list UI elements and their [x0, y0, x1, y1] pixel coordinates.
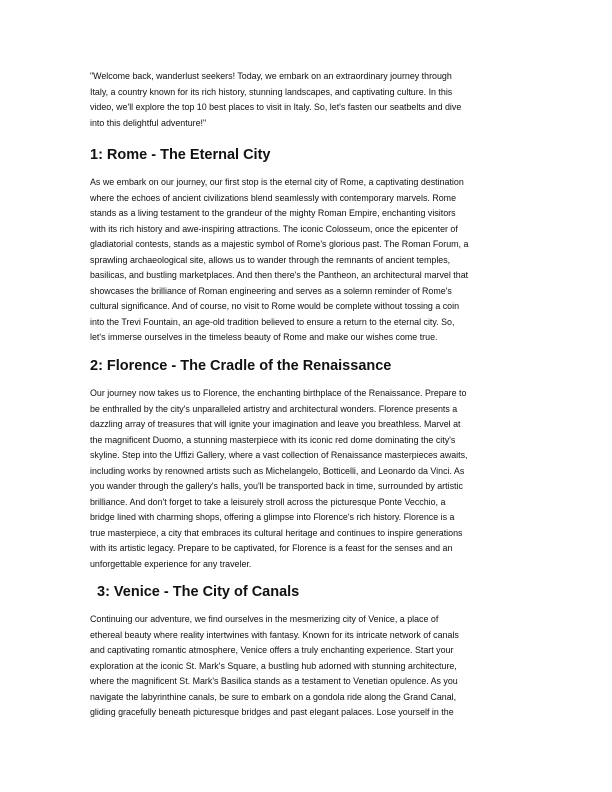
- text-line: exploration at the iconic St. Mark's Square, a bustling hub adorned with stunning architecture,: [90, 660, 457, 671]
- text-line: skyline. Step into the Uffizi Gallery, where a vast collection of Renaissance masterpieces awaits,: [90, 450, 468, 460]
- paragraph-florence: [90, 386, 468, 572]
- text-line: into this delightful adventure!": [90, 117, 207, 128]
- text-line: stands as a living testament to the grandeur of the mighty Roman Empire, enchanting visitors: [90, 208, 456, 218]
- text-line: gladiatorial contests, stands as a majestic symbol of Rome's glorious past. The Roman Forum, a: [90, 239, 469, 249]
- text-line: Italy, a country known for its rich history, stunning landscapes, and captivating culture. In this: [90, 86, 453, 97]
- heading-florence: 2: Florence - The Cradle of the Renaissance: [90, 358, 392, 374]
- heading-rome: 1: Rome - The Eternal City: [90, 147, 271, 163]
- text-line: basilicas, and bustling marketplaces. And then there's the Pantheon, an architectural marvel that: [90, 270, 469, 280]
- text-line: As we embark on our journey, our first stop is the eternal city of Rome, a captivating destination: [90, 177, 464, 187]
- text-line: cultural significance. And of course, no visit to Rome would be complete without tossing a coin: [90, 301, 460, 311]
- text-line: where the echoes of ancient civilizations blend seamlessly with contemporary marvels. Rome: [90, 192, 457, 203]
- text-line: with its artistic legacy. Prepare to be captivated, for Florence is a feast for the senses and an: [90, 543, 453, 553]
- text-line: unforgettable experience for any traveler.: [90, 558, 252, 569]
- text-line: navigate the labyrinthine canals, be sure to embark on a gondola ride along the Grand Canal,: [90, 691, 457, 702]
- text-line: let's immerse ourselves in the timeless beauty of Rome and make our wishes come true.: [90, 332, 438, 342]
- text-line: ethereal beauty where reality intertwines with fantasy. Known for its intricate network of canals: [90, 629, 459, 640]
- paragraph-venice: [90, 612, 459, 721]
- text-line: brilliance. And don't forget to take a leisurely stroll across the picturesque Ponte Vecchio, a: [90, 496, 446, 507]
- text-line: including works by renowned artists such as Michelangelo, Botticelli, and Leonardo da Vinci. As: [90, 465, 465, 476]
- text-line: Continuing our adventure, we find ourselves in the mesmerizing city of Venice, a place of: [90, 614, 439, 624]
- text-line: Our journey now takes us to Florence, the enchanting birthplace of the Renaissance. Prepare to: [90, 388, 467, 398]
- text-line: showcases the brilliance of Roman engineering and serves as a solemn reminder of Rome's: [90, 285, 452, 296]
- heading-venice: 3: Venice - The City of Canals: [97, 584, 300, 600]
- text-line: and captivating romantic atmosphere, Venice offers a truly enchanting experience. Start your: [90, 645, 454, 655]
- text-line: be enthralled by the city's unparalleled artistry and architectural wonders. Florence presents a: [90, 403, 458, 414]
- text-line: gliding gracefully beneath picturesque bridges and past elegant palaces. Lose yourself in the: [90, 707, 454, 717]
- text-line: with its rich history and awe-inspiring attractions. The iconic Colosseum, once the epicenter of: [90, 223, 458, 234]
- text-line: dazzling array of treasures that will ignite your imagination and leave you breathless. Marvel at: [90, 419, 461, 429]
- text-line: "Welcome back, wanderlust seekers! Today, we embark on an extraordinary journey through: [90, 71, 452, 81]
- text-line: you wander through the gallery's halls, you'll be transported back in time, surrounded by artistic: [90, 481, 463, 491]
- paragraph-rome: [90, 175, 468, 346]
- text-line: into the Trevi Fountain, an age-old tradition believed to ensure a return to the eternal city. So,: [90, 316, 455, 327]
- text-line: bridge lined with charming shops, offering a glimpse into Florence's rich history. Florence is a: [90, 512, 455, 522]
- text-line: sprawling archaeological site, allows us to wander through the remnants of ancient temples,: [90, 254, 451, 265]
- text-line: where the magnificent St. Mark's Basilica stands as a testament to Venetian opulence. As you: [90, 676, 458, 686]
- text-line: the magnificent Duomo, a stunning masterpiece with its iconic red dome dominating the city's: [90, 434, 456, 445]
- intro-paragraph: [90, 69, 461, 131]
- text-line: video, we'll explore the top 10 best places to visit in Italy. So, let's fasten our seatbelts and dive: [90, 102, 462, 112]
- text-line: true masterpiece, a city that embraces its cultural heritage and continues to inspire generations: [90, 527, 463, 538]
